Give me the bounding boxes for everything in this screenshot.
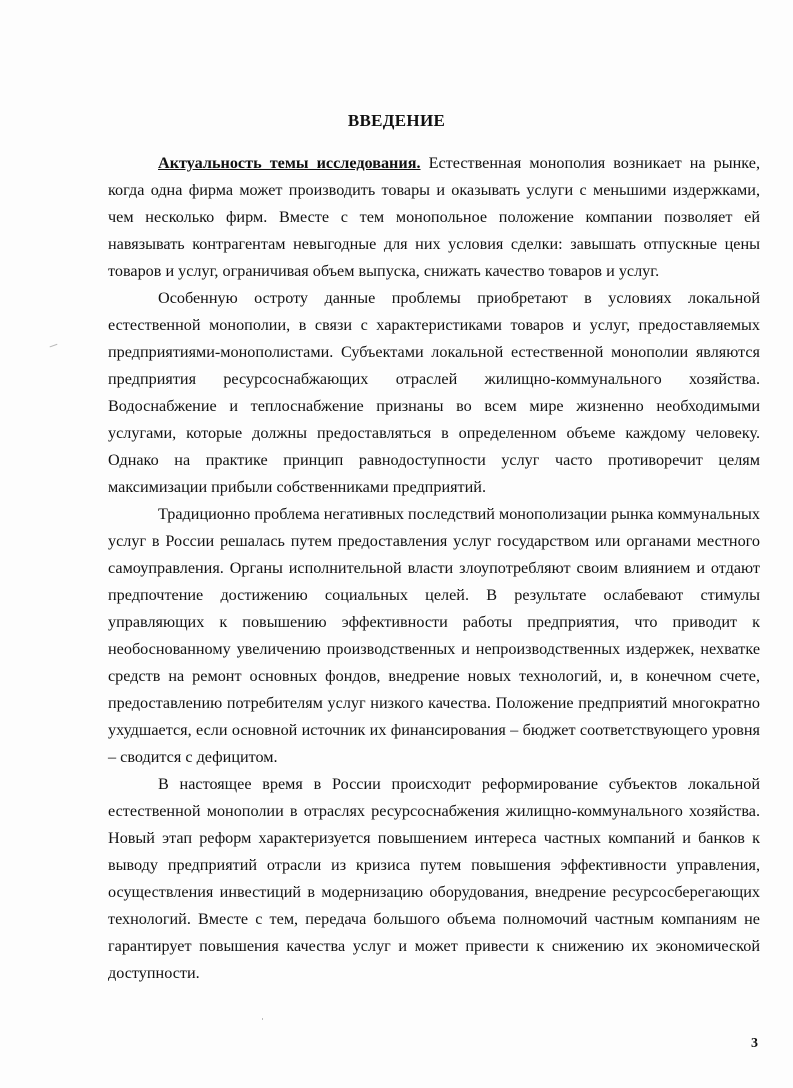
paragraph-local-monopoly: Особенную остроту данные проблемы приобретают в условиях локальной естественной монополии, в связи с характеристиками товаров и услуг, предоставляемых предприятиями-монополистами. Субъектами локальной естественной монополии являются предприятия ресурсоснабжающих отраслей жилищно-коммунального хозяйства. Водоснабжение и теплоснабжение признаны во всем мире жизненно необходимыми услугами, которые должны предоставляться в определенном объеме каждому человеку. Однако на практике принцип равнодоступности услуг часто противоречит целям максимизации прибыли собственниками предприятий. xyxy=(108,289,760,496)
scan-artifact-mark xyxy=(50,344,59,350)
page-title: ВВЕДЕНИЕ xyxy=(347,111,446,130)
paragraph-relevance xyxy=(108,150,760,285)
paragraph-traditional-approach: Традиционно проблема негативных последствий монополизации рынка коммунальных услуг в России решалась путем предоставления услуг государством или органами местного самоуправления. Органы исполнительной власти злоупотребляют своим влиянием и отдают предпочтение достижению социальных целей. В результате ослабевают стимулы управляющих к повышению эффективности работы предприятия, что приводит к необоснованному увеличению производственных и непроизводственных издержек, нехватке средств на ремонт основных фондов, внедрение новых технологий, и, в конечном счете, предоставлению потребителям услуг низкого качества. Положение предприятий многократно ухудшается, если основной источник их финансирования – бюджет соответствующего уровня – сводится с дефицитом. xyxy=(108,505,760,766)
paragraph-reform: В настоящее время в России происходит реформирование субъектов локальной естественной монополии в отраслях ресурсоснабжения жилищно-коммунального хозяйства. Новый этап реформ характеризуется повышением интереса частных компаний и банков к выводу предприятий отрасли из кризиса путем повышения эффективности управления, осуществления инвестиций в модернизацию оборудования, внедрение ресурсосберегающих технологий. Вместе с тем, передача большого объема полномочий частным компаниям не гарантирует повышения качества услуг и может привести к снижению их экономической доступности. xyxy=(108,775,760,982)
page-number: 3 xyxy=(751,1036,758,1051)
paragraph-text: Естественная монополия возникает на рынке, когда одна фирма может производить товары и оказывать услуги с меньшими издержками, чем несколько фирм. Вместе с тем монопольное положение компании позволяет ей навязывать контрагентам невыгодные для них условия сделки: завышать отпускные цены товаров и услуг, ограничивая объем выпуска, снижать качество товаров и услуг. xyxy=(108,154,760,280)
scan-artifact-dot xyxy=(262,1018,263,1020)
body-text xyxy=(108,150,760,987)
paragraph-lead-in: Актуальность темы исследования. xyxy=(158,154,421,172)
